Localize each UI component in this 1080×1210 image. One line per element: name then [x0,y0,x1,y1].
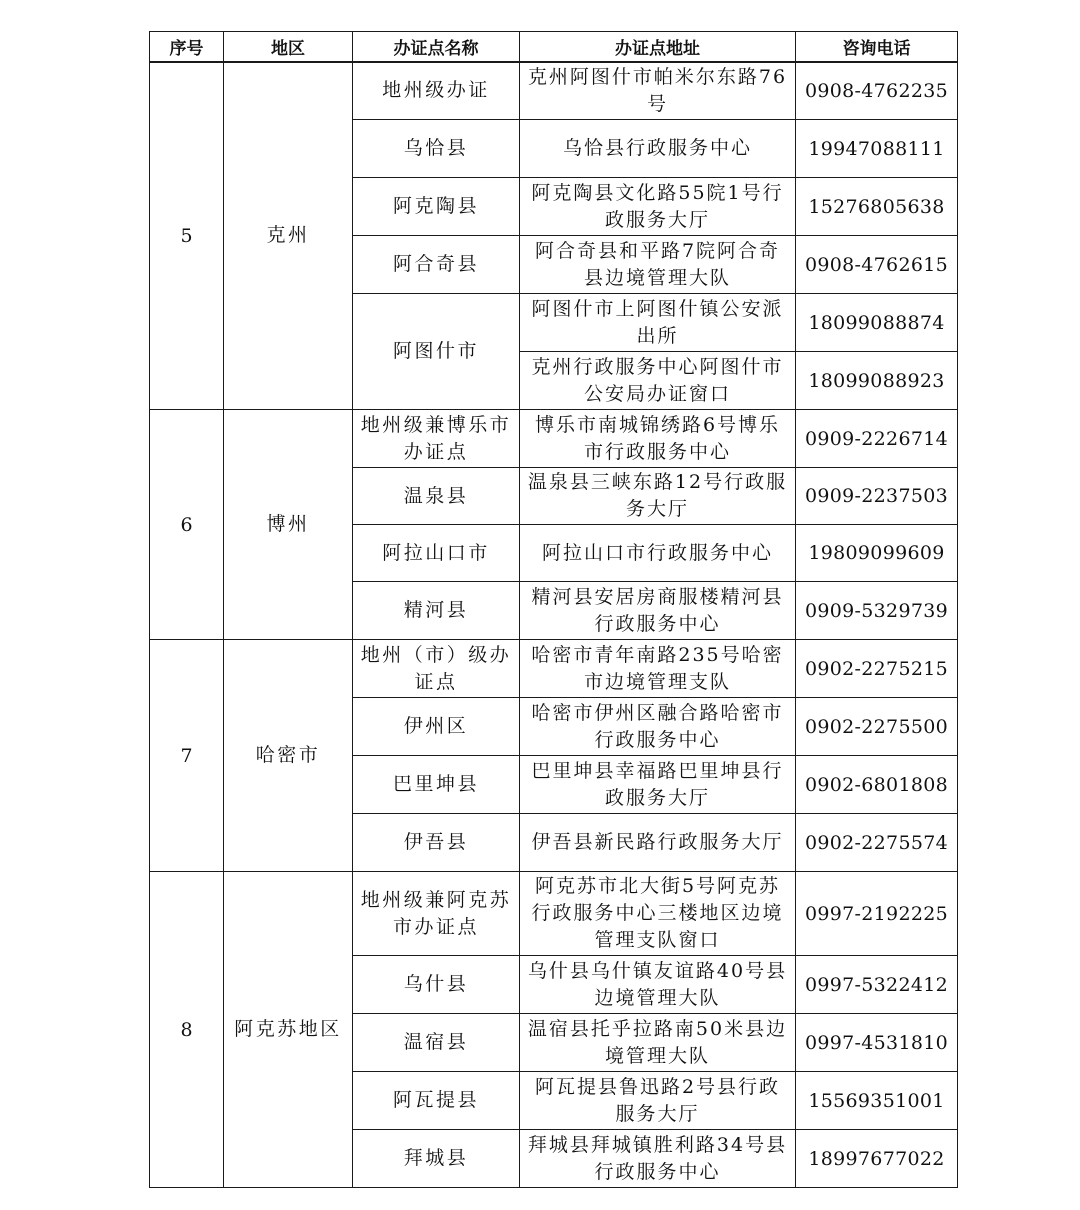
header-seq: 序号 [150,32,224,62]
table-row [150,410,958,468]
office-name: 拜城县 [353,1130,520,1188]
office-phone: 0909-5329739 [796,582,958,640]
office-name: 地州级办证 [353,62,520,120]
office-name: 精河县 [353,582,520,640]
office-name: 阿合奇县 [353,236,520,294]
office-name: 伊州区 [353,698,520,756]
office-address: 阿克陶县文化路55院1号行政服务大厅 [520,178,796,236]
office-address: 阿瓦提县鲁迅路2号县行政服务大厅 [520,1072,796,1130]
group-seq: 7 [150,640,224,872]
office-address: 巴里坤县幸福路巴里坤县行政服务大厅 [520,756,796,814]
office-address: 阿拉山口市行政服务中心 [520,525,796,582]
group-seq: 6 [150,410,224,640]
office-name: 温宿县 [353,1014,520,1072]
office-name: 地州级兼阿克苏市办证点 [353,872,520,956]
group-seq: 5 [150,62,224,410]
header-phone: 咨询电话 [796,32,958,62]
group-region: 阿克苏地区 [224,872,353,1188]
office-name: 乌恰县 [353,120,520,178]
office-address: 阿克苏市北大街5号阿克苏行政服务中心三楼地区边境管理支队窗口 [520,872,796,956]
table-row [150,872,958,956]
office-name: 温泉县 [353,468,520,525]
office-name: 地州（市）级办证点 [353,640,520,698]
office-name: 乌什县 [353,956,520,1014]
office-name: 巴里坤县 [353,756,520,814]
office-phone: 0909-2226714 [796,410,958,468]
office-phone: 0997-5322412 [796,956,958,1014]
office-address: 博乐市南城锦绣路6号博乐市行政服务中心 [520,410,796,468]
office-phone: 18099088874 [796,294,958,352]
office-phone: 0902-2275574 [796,814,958,872]
office-phone: 19809099609 [796,525,958,582]
office-name: 地州级兼博乐市办证点 [353,410,520,468]
office-phone: 18099088923 [796,352,958,410]
office-address: 哈密市青年南路235号哈密市边境管理支队 [520,640,796,698]
office-phone: 0997-4531810 [796,1014,958,1072]
office-address: 克州阿图什市帕米尔东路76号 [520,62,796,120]
office-address: 拜城县拜城镇胜利路34号县行政服务中心 [520,1130,796,1188]
office-address: 阿合奇县和平路7院阿合奇县边境管理大队 [520,236,796,294]
office-name: 阿图什市 [353,294,520,410]
group-region: 哈密市 [224,640,353,872]
office-phone: 0997-2192225 [796,872,958,956]
header-office-address: 办证点地址 [520,32,796,62]
office-phone: 0902-2275215 [796,640,958,698]
group-region: 克州 [224,62,353,410]
table-row [150,640,958,698]
office-phone: 19947088111 [796,120,958,178]
header-office-name: 办证点名称 [353,32,520,62]
office-phone: 0902-6801808 [796,756,958,814]
office-phone: 0908-4762615 [796,236,958,294]
office-name: 伊吾县 [353,814,520,872]
office-address: 哈密市伊州区融合路哈密市行政服务中心 [520,698,796,756]
header-region: 地区 [224,32,353,62]
table-row [150,62,958,120]
office-address: 克州行政服务中心阿图什市公安局办证窗口 [520,352,796,410]
service-office-table [149,31,958,1188]
office-phone: 15569351001 [796,1072,958,1130]
office-name: 阿克陶县 [353,178,520,236]
office-name: 阿瓦提县 [353,1072,520,1130]
office-address: 伊吾县新民路行政服务大厅 [520,814,796,872]
office-address: 乌恰县行政服务中心 [520,120,796,178]
office-address: 温宿县托乎拉路南50米县边境管理大队 [520,1014,796,1072]
table-header-row [150,32,958,62]
office-address: 阿图什市上阿图什镇公安派出所 [520,294,796,352]
group-seq: 8 [150,872,224,1188]
office-name: 阿拉山口市 [353,525,520,582]
office-phone: 0902-2275500 [796,698,958,756]
office-phone: 0909-2237503 [796,468,958,525]
group-region: 博州 [224,410,353,640]
office-address: 温泉县三峡东路12号行政服务大厅 [520,468,796,525]
office-phone: 15276805638 [796,178,958,236]
office-address: 精河县安居房商服楼精河县行政服务中心 [520,582,796,640]
office-address: 乌什县乌什镇友谊路40号县边境管理大队 [520,956,796,1014]
office-phone: 18997677022 [796,1130,958,1188]
office-phone: 0908-4762235 [796,62,958,120]
